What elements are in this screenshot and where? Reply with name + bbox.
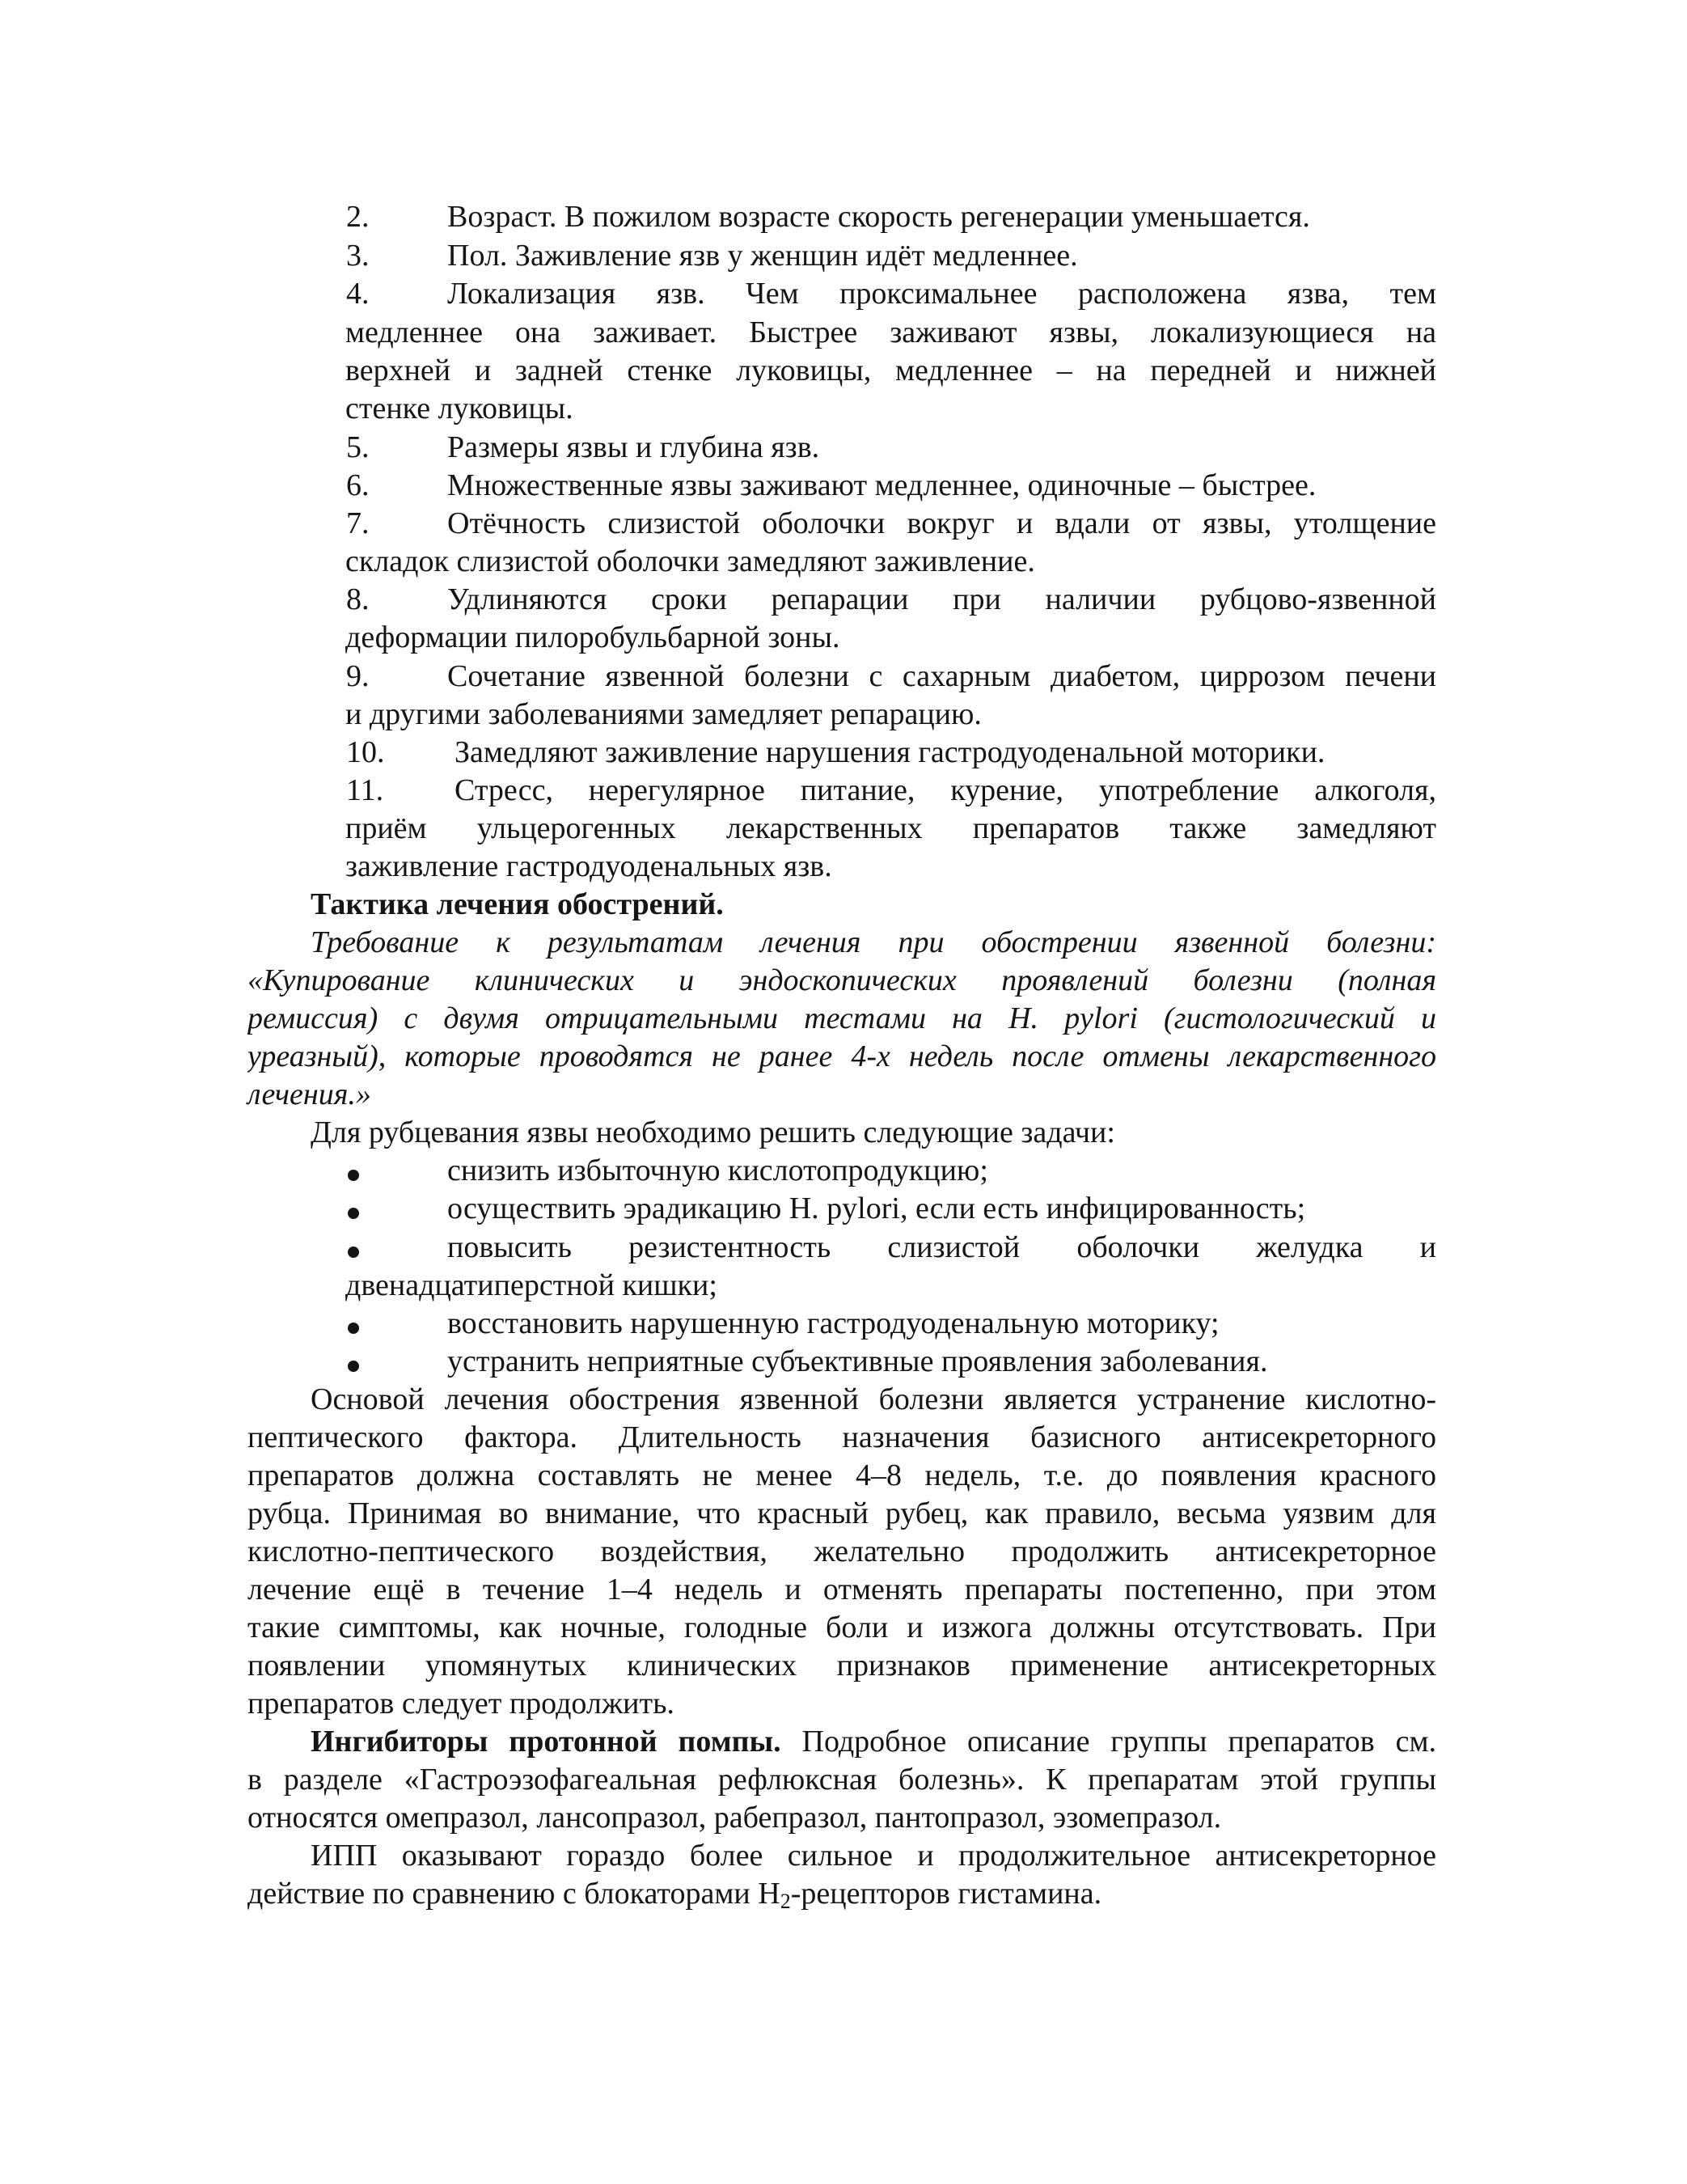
bullet-item-text: повысить резистентность слизистой оболочки желудка и	[447, 1230, 1436, 1264]
paragraph-line: появлении упомянутых клинических признаков применение антисекреторных	[247, 1649, 1436, 1682]
tasks-intro: Для рубцевания язвы необходимо решить следующие задачи:	[311, 1115, 1115, 1149]
paragraph-line: препаратов должна составлять не менее 4–8 недель, т.е. до появления красного	[247, 1458, 1436, 1492]
bullet-item-text: двенадцатиперстной кишки;	[345, 1268, 717, 1302]
section-heading: Тактика лечения обострений.	[311, 887, 724, 921]
requirement-text: лечения.»	[247, 1077, 371, 1111]
list-number: 7.	[346, 506, 370, 540]
list-item-text: и другими заболеваниями замедляет репарацию.	[345, 697, 982, 731]
paragraph-line: пептического фактора. Длительность назначения базисного антисекреторного	[247, 1420, 1436, 1454]
list-item-text: Замедляют заживление нарушения гастродуоденальной моторики.	[455, 735, 1326, 769]
list-item-text: Возраст. В пожилом возрасте скорость регенерации уменьшается.	[447, 200, 1310, 234]
list-item-text: стенке луковицы.	[345, 392, 573, 425]
paragraph-line: рубца. Принимая во внимание, что красный рубец, как правило, весьма уязвим для	[247, 1496, 1436, 1530]
bullet-icon	[348, 1208, 359, 1219]
list-item-text: Стресс, нерегулярное питание, курение, употребление алкоголя,	[455, 773, 1436, 807]
list-item-text: Локализация язв. Чем проксимальнее расположена язва, тем	[447, 277, 1436, 311]
list-item-text: Пол. Заживление язв у женщин идёт медленнее.	[447, 239, 1078, 273]
list-number: 8.	[346, 582, 370, 616]
paragraph-line: препаратов следует продолжить.	[247, 1687, 674, 1721]
paragraph-line: такие симптомы, как ночные, голодные боли и изжога должны отсутствовать. При	[247, 1610, 1436, 1644]
list-item-text: деформации пилоробульбарной зоны.	[345, 620, 840, 654]
paragraph-line: относятся омепразол, лансопразол, рабепразол, пантопразол, эзомепразол.	[247, 1801, 1222, 1835]
bullet-icon	[348, 1323, 359, 1334]
list-number: 11.	[346, 773, 384, 807]
paragraph-text: -рецепторов гистамина.	[790, 1877, 1102, 1911]
bullet-icon	[348, 1170, 359, 1181]
paragraph-line	[311, 1722, 1436, 1761]
list-item-text: Размеры язвы и глубина язв.	[447, 430, 820, 464]
bullet-icon	[348, 1361, 359, 1372]
paragraph-line	[247, 1874, 1101, 1913]
list-number: 5.	[346, 430, 370, 464]
ppi-heading: Ингибиторы протонной помпы.	[311, 1725, 781, 1759]
bullet-icon	[348, 1246, 359, 1258]
requirement-text: уреазный), которые проводятся не ранее 4-х недель после отмены лекарственного	[247, 1039, 1436, 1073]
subscript: 2	[780, 1890, 791, 1913]
requirement-text: Требование к результатам лечения при обострении язвенной болезни:	[311, 925, 1436, 959]
requirement-text: «Купирование клинических и эндоскопических проявлений болезни (полная	[247, 963, 1436, 997]
list-item-text: заживление гастродуоденальных язв.	[345, 849, 832, 883]
bullet-item-text: осуществить эрадикацию H. pylori, если есть инфицированность;	[447, 1191, 1306, 1225]
list-number: 10.	[346, 735, 385, 769]
bullet-item-text: восстановить нарушенную гастродуоденальную моторику;	[447, 1306, 1220, 1340]
list-number: 4.	[346, 277, 370, 311]
list-number: 9.	[346, 659, 370, 693]
paragraph-text: действие по сравнению с блокаторами H	[247, 1877, 780, 1911]
list-item-text: Отёчность слизистой оболочки вокруг и вдали от язвы, утолщение	[447, 506, 1436, 540]
paragraph-line: кислотно-пептического воздействия, желательно продолжить антисекреторное	[247, 1534, 1436, 1568]
bullet-item-text: устранить неприятные субъективные проявления заболевания.	[447, 1344, 1268, 1378]
paragraph-line: Основой лечения обострения язвенной болезни является устранение кислотно-	[311, 1382, 1436, 1416]
paragraph-line: в разделе «Гастроэзофагеальная рефлюксная болезнь». К препаратам этой группы	[247, 1763, 1436, 1797]
list-item-text: Множественные язвы заживают медленнее, одиночные – быстрее.	[447, 468, 1317, 502]
list-item-text: Удлиняются сроки репарации при наличии рубцово-язвенной	[447, 582, 1436, 616]
list-item-text: приём ульцерогенных лекарственных препаратов также замедляют	[345, 811, 1436, 845]
requirement-text: ремиссия) с двумя отрицательными тестами на H. pylori (гистологический и	[247, 1001, 1436, 1035]
list-item-text: медленнее она заживает. Быстрее заживают язвы, локализующиеся на	[345, 315, 1436, 349]
paragraph-text: Подробное описание группы препаратов см.	[780, 1725, 1436, 1759]
list-item-text: складок слизистой оболочки замедляют заживление.	[345, 544, 1035, 578]
list-number: 2.	[346, 200, 370, 234]
list-number: 6.	[346, 468, 370, 502]
list-number: 3.	[346, 239, 370, 273]
list-item-text: Сочетание язвенной болезни с сахарным диабетом, циррозом печени	[447, 659, 1436, 693]
paragraph-line: ИПП оказывают гораздо более сильное и продолжительное антисекреторное	[311, 1839, 1436, 1873]
list-item-text: верхней и задней стенке луковицы, медленнее – на передней и нижней	[345, 353, 1436, 387]
paragraph-line: лечение ещё в течение 1–4 недель и отменять препараты постепенно, при этом	[247, 1572, 1436, 1606]
bullet-item-text: снизить избыточную кислотопродукцию;	[447, 1153, 988, 1187]
